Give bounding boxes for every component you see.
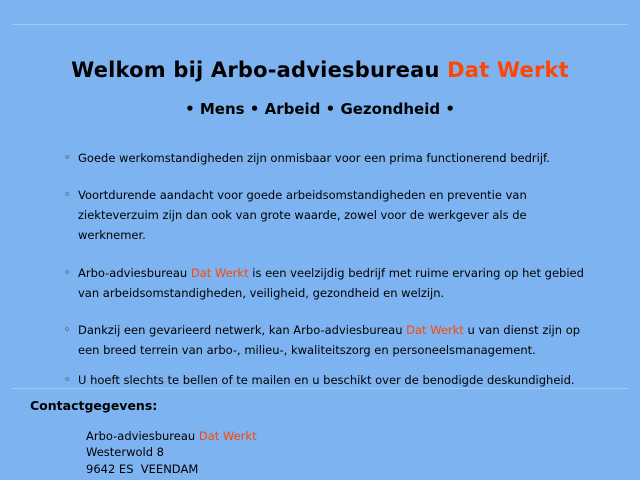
page-title — [0, 0, 640, 82]
list-item-text-1 — [78, 188, 527, 242]
contact-city: 9642 ES VEENDAM — [86, 461, 199, 476]
body-text: Goede werkomstandigheden zijn onmisbaar voor een prima functionerend bedrijf. — [78, 151, 550, 165]
list-item-text-0 — [78, 151, 550, 165]
contact-details — [86, 428, 257, 477]
body-text: is een veelzijdig bedrijf met ruime ervaring op het gebied van arbeidsomstandigheden, veiligheid, gezondheid en welzijn. — [78, 265, 584, 300]
list-item — [64, 185, 598, 245]
contact-company-accent: Dat Werkt — [198, 429, 257, 443]
bottom-divider — [12, 388, 628, 389]
list-item-text-4 — [78, 373, 575, 387]
brand-name: Dat Werkt — [406, 322, 464, 337]
list-item — [64, 263, 598, 303]
page-title-accent: Dat Werkt — [447, 58, 569, 82]
brand-name: Dat Werkt — [190, 265, 249, 280]
contact-company-prefix: Arbo-adviesbureau — [86, 429, 199, 443]
body-text: Dankzij een gevarieerd netwerk, kan Arbo-adviesbureau — [78, 322, 407, 337]
body-text: U hoeft slechts te bellen of te mailen en u beschikt over de benodigde deskundigheid. — [78, 373, 575, 387]
page-subtitle: • Mens • Arbeid • Gezondheid • — [185, 100, 455, 118]
page-title-prefix: Welkom bij Arbo-adviesbureau — [71, 58, 448, 82]
top-divider — [12, 24, 628, 25]
bullet-list — [0, 118, 640, 390]
list-item-text-2 — [78, 266, 584, 300]
list-item-text-3 — [78, 323, 580, 357]
list-item — [64, 320, 598, 360]
contact-heading: Contactgegevens: — [30, 398, 158, 413]
contact-company — [86, 428, 257, 444]
list-item — [64, 148, 598, 168]
body-text: u van dienst zijn op een breed terrein van arbo-, milieu-, kwaliteitszorg en personeelsmanagement. — [78, 322, 581, 357]
body-text: Arbo-adviesbureau — [78, 265, 191, 280]
contact-street: Westerwold 8 — [86, 445, 164, 460]
body-text: Voortdurende aandacht voor goede arbeidsomstandigheden en preventie van ziekteverzuim zijn dan ook van grote waarde, zowel voor de werkgever als de werknemer. — [78, 188, 527, 243]
